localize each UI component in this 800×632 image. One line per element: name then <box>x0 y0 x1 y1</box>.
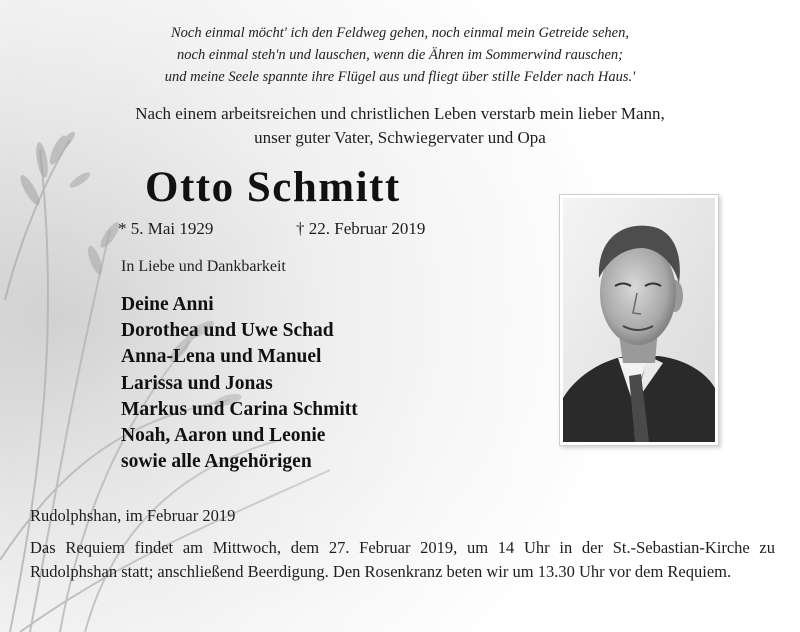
deceased-name: Otto Schmitt <box>145 164 401 211</box>
poem-verse <box>0 22 800 88</box>
mourner-name: Noah, Aaron und Leonie <box>121 425 326 447</box>
intro-line-2: unser guter Vater, Schwiegervater und Opa <box>254 128 546 147</box>
mourner-name: sowie alle Angehörigen <box>121 451 312 473</box>
mourner-name: Deine Anni <box>121 294 214 315</box>
poem-line: Noch einmal möcht' ich den Feldweg gehen, noch einmal mein Getreide sehen, <box>171 25 629 41</box>
mourner-name: Anna-Lena und Manuel <box>121 346 322 368</box>
mourner-name: Dorothea und Uwe Schad <box>121 320 334 342</box>
mourner-name: Markus und Carina Schmitt <box>121 398 358 420</box>
death-date: † 22. Februar 2019 <box>296 219 426 238</box>
birth-date: * 5. Mai 1929 <box>118 219 214 238</box>
intro-text <box>0 102 800 150</box>
poem-line: und meine Seele spannte ihre Flügel aus und fliegt über stille Felder nach Haus.' <box>164 69 636 85</box>
mourners-list <box>121 292 358 475</box>
mourner-name: Larissa und Jonas <box>121 372 273 394</box>
requiem-notice: Das Requiem findet am Mittwoch, dem 27. Februar 2019, um 14 Uhr in der St.-Sebastian-Kirche zu Rudolphshan statt; anschließend Beerdigung. Den Rosenkranz beten wir um 13.30 Uhr vor dem Requiem. <box>30 538 775 581</box>
poem-line: noch einmal steh'n und lauschen, wenn die Ähren im Sommerwind rauschen; <box>177 47 623 63</box>
mourning-intro: In Liebe und Dankbarkeit <box>121 258 286 275</box>
portrait-photo-icon <box>563 198 715 442</box>
place-and-date: Rudolphshan, im Februar 2019 <box>30 506 236 525</box>
portrait-photo <box>559 194 719 446</box>
intro-line-1: Nach einem arbeitsreichen und christlichen Leben verstarb mein lieber Mann, <box>135 104 665 123</box>
